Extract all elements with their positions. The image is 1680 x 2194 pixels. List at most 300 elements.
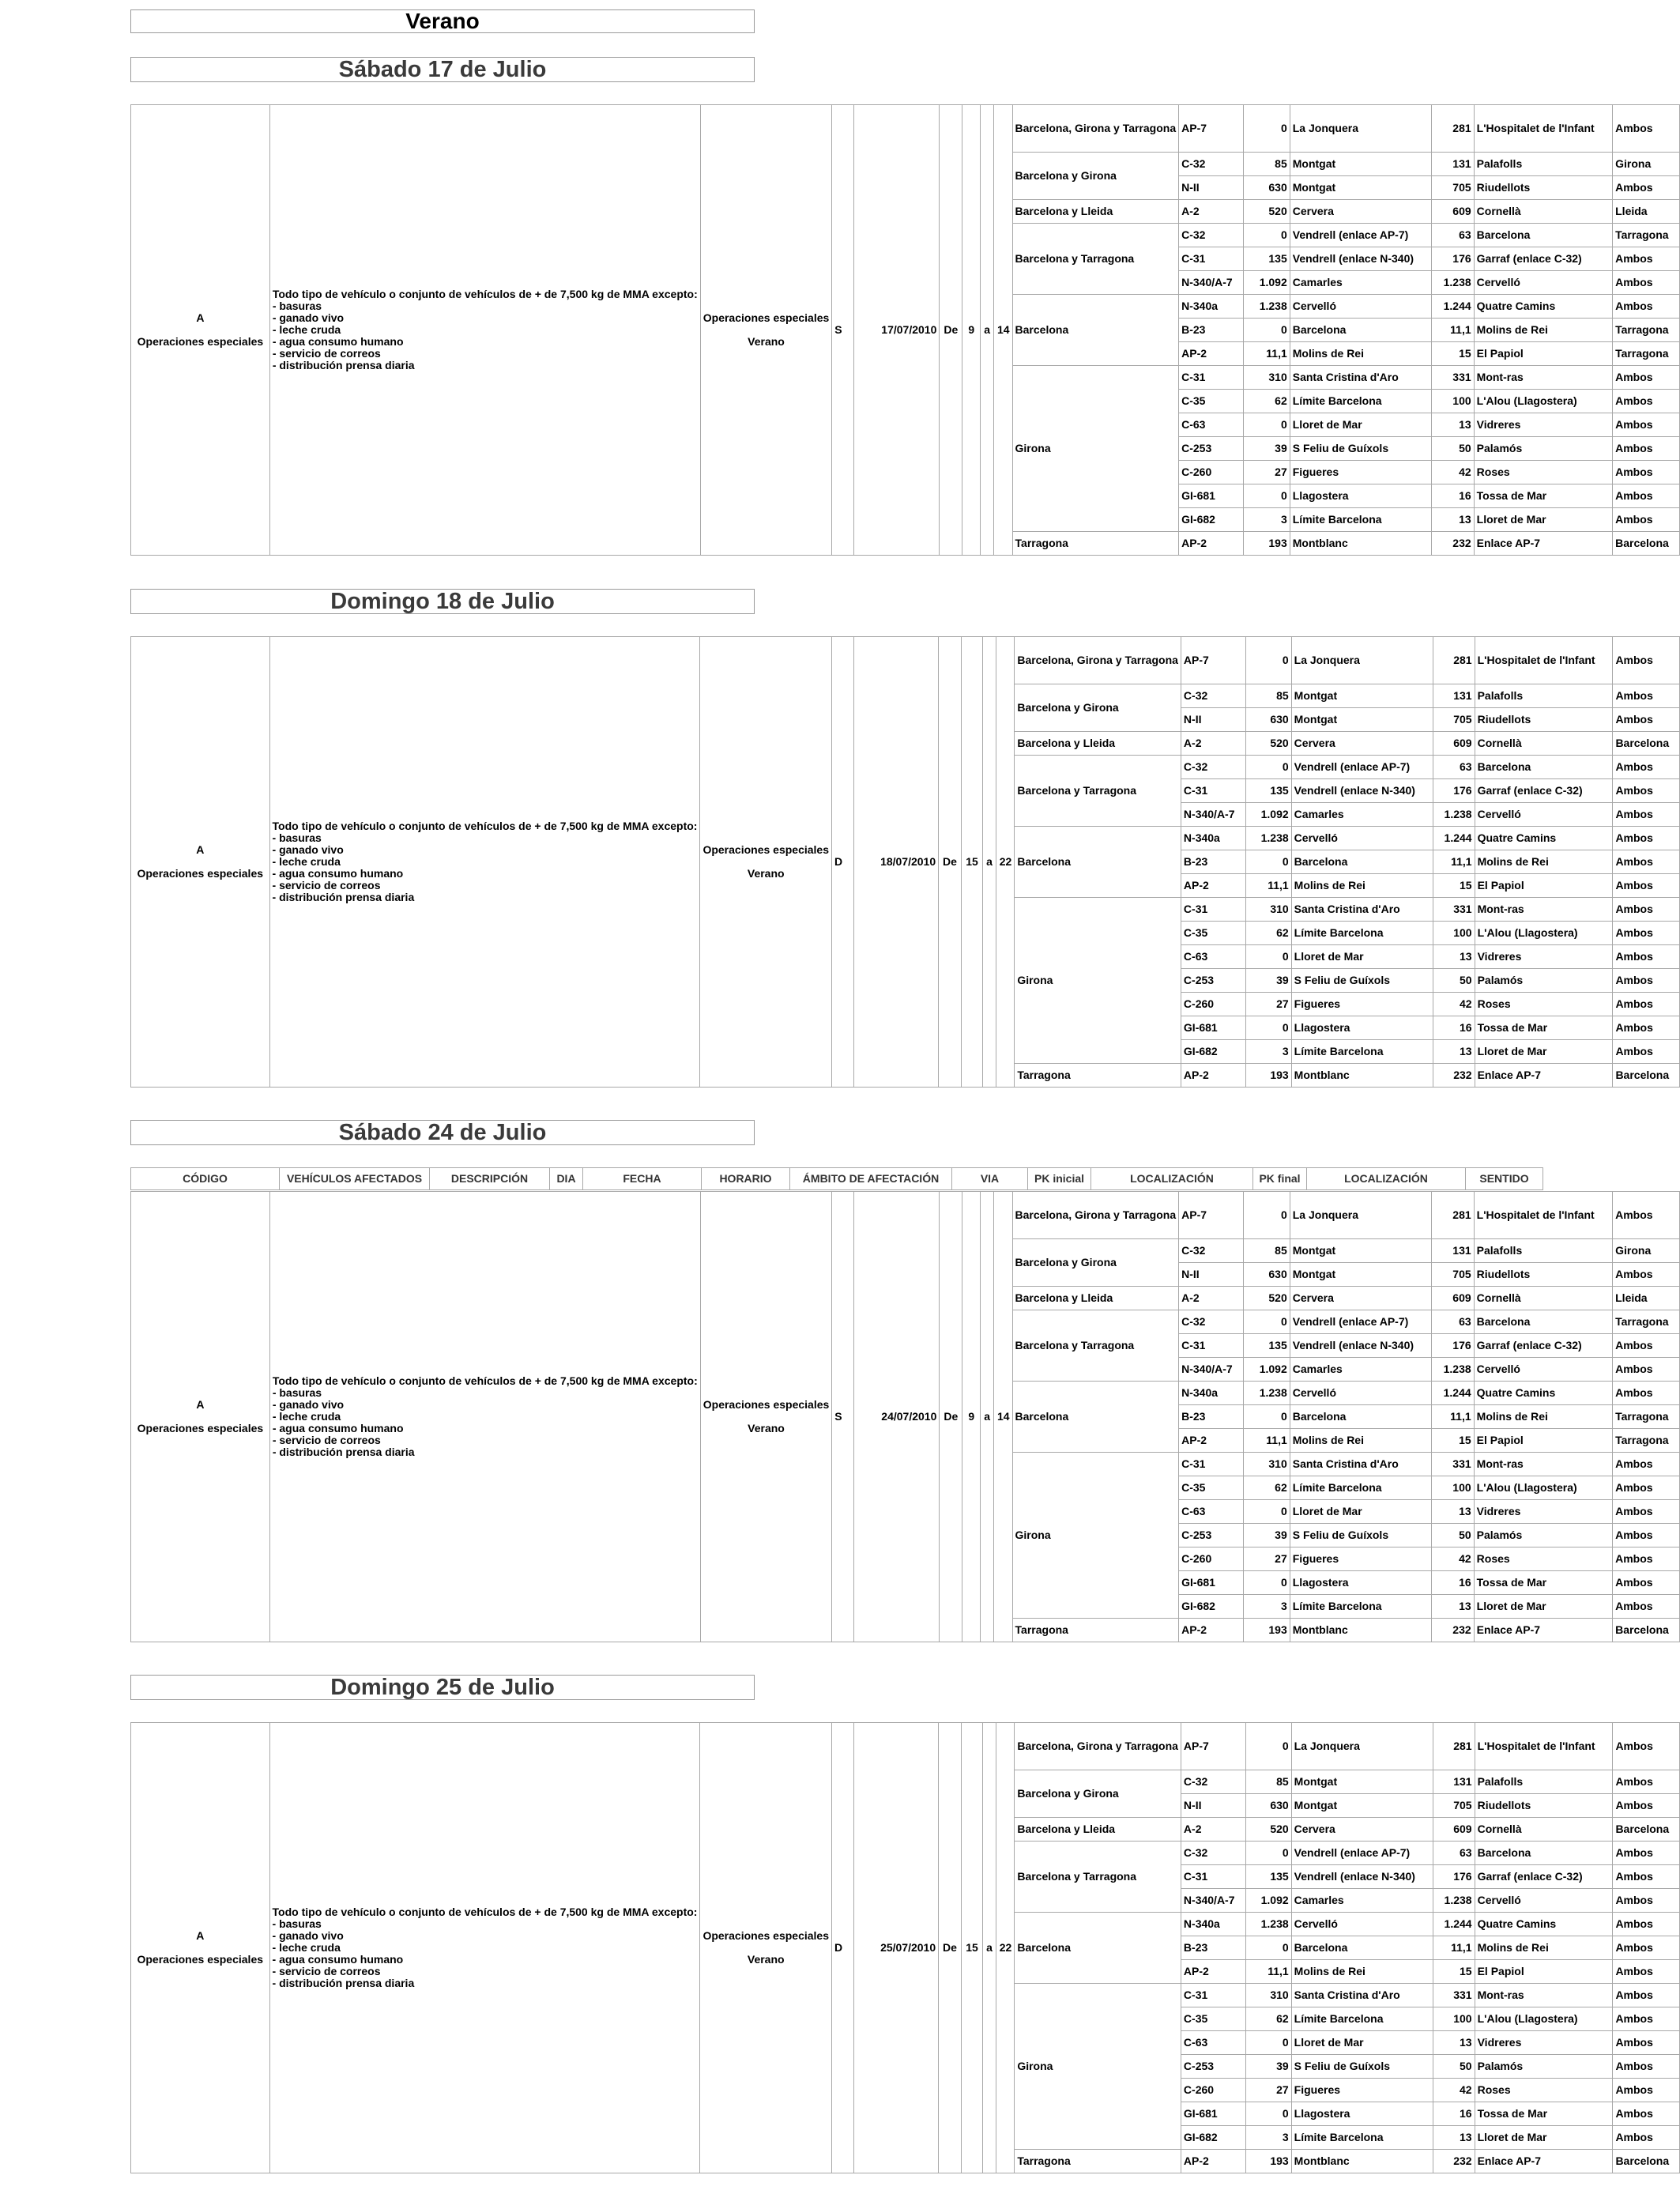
- direction-cell: Ambos: [1613, 1476, 1680, 1500]
- code-letter: A: [196, 1929, 205, 1942]
- location-start-cell: Lloret de Mar: [1291, 2031, 1433, 2055]
- via-cell: N-340/A-7: [1181, 803, 1245, 827]
- code-label: Operaciones especiales: [137, 1953, 264, 1966]
- direction-cell: Ambos: [1613, 1334, 1680, 1358]
- direction-cell: Barcelona: [1613, 732, 1680, 756]
- pk-start-cell: 85: [1245, 684, 1291, 708]
- pk-end-cell: 50: [1432, 437, 1474, 461]
- location-end-cell: Palafolls: [1474, 1239, 1612, 1263]
- pk-start-cell: 0: [1245, 2031, 1291, 2055]
- via-cell: AP-2: [1181, 1960, 1245, 1984]
- location-start-cell: Llagostera: [1290, 484, 1432, 508]
- pk-end-cell: 100: [1432, 1476, 1474, 1500]
- pk-end-cell: 13: [1432, 1500, 1474, 1524]
- area-cell: Barcelona y Tarragona: [1012, 1310, 1179, 1382]
- hour-from-label: De: [939, 1723, 962, 2173]
- code-letter: A: [196, 843, 205, 856]
- location-start-cell: Cervelló: [1290, 1382, 1432, 1405]
- location-start-cell: La Jonquera: [1290, 105, 1432, 153]
- pk-end-cell: 281: [1432, 105, 1474, 153]
- location-end-cell: Enlace AP-7: [1474, 532, 1612, 556]
- area-cell: Barcelona y Girona: [1012, 1239, 1179, 1287]
- location-start-cell: S Feliu de Guíxols: [1290, 1524, 1432, 1547]
- pk-start-cell: 39: [1244, 1524, 1290, 1547]
- pk-end-cell: 131: [1432, 153, 1474, 176]
- pk-end-cell: 50: [1433, 969, 1475, 993]
- location-end-cell: Palamós: [1474, 1524, 1612, 1547]
- via-cell: N-II: [1179, 176, 1244, 200]
- direction-cell: Ambos: [1613, 366, 1680, 390]
- direction-cell: Ambos: [1613, 2126, 1680, 2150]
- via-cell: GI-681: [1179, 1571, 1244, 1595]
- via-cell: B-23: [1179, 1405, 1244, 1429]
- pk-start-cell: 1.092: [1244, 271, 1290, 295]
- description-season: Verano: [748, 1422, 785, 1434]
- area-cell: Barcelona, Girona y Tarragona: [1015, 1723, 1181, 1770]
- direction-cell: Barcelona: [1613, 2150, 1680, 2173]
- code-letter: A: [196, 311, 205, 324]
- description-season: Verano: [748, 335, 785, 348]
- via-cell: C-35: [1179, 1476, 1244, 1500]
- description-line: Operaciones especiales: [703, 311, 830, 324]
- table-row: [131, 105, 1680, 153]
- area-cell: Barcelona y Tarragona: [1015, 1842, 1181, 1913]
- location-start-cell: Límite Barcelona: [1291, 1040, 1433, 1064]
- column-header: LOCALIZACIÓN: [1091, 1168, 1253, 1190]
- column-header: CÓDIGO: [131, 1168, 280, 1190]
- direction-cell: Tarragona: [1613, 319, 1680, 342]
- location-end-cell: Garraf (enlace C-32): [1475, 1865, 1613, 1889]
- via-cell: A-2: [1179, 1287, 1244, 1310]
- pk-start-cell: 1.238: [1245, 1913, 1291, 1936]
- via-cell: GI-682: [1181, 2126, 1245, 2150]
- pk-end-cell: 63: [1432, 1310, 1474, 1334]
- date-cell: 25/07/2010: [853, 1723, 939, 2173]
- direction-cell: Ambos: [1613, 437, 1680, 461]
- location-end-cell: Quatre Camins: [1475, 1913, 1613, 1936]
- location-start-cell: Cervelló: [1291, 827, 1433, 850]
- column-header: PK final: [1253, 1168, 1307, 1190]
- via-cell: C-35: [1181, 922, 1245, 945]
- via-cell: C-260: [1179, 461, 1244, 484]
- pk-start-cell: 0: [1245, 2102, 1291, 2126]
- location-end-cell: L'Alou (Llagostera): [1475, 2007, 1613, 2031]
- vehicles-cell: [269, 637, 700, 1088]
- section-title: Sábado 17 de Julio: [130, 57, 755, 82]
- location-start-cell: Vendrell (enlace N-340): [1291, 1865, 1433, 1889]
- location-end-cell: L'Hospitalet de l'Infant: [1475, 1723, 1613, 1770]
- area-cell: Barcelona y Girona: [1015, 1770, 1181, 1818]
- pk-start-cell: 62: [1244, 390, 1290, 413]
- pk-start-cell: 0: [1244, 1571, 1290, 1595]
- location-start-cell: Límite Barcelona: [1290, 508, 1432, 532]
- pk-end-cell: 232: [1432, 1619, 1474, 1642]
- pk-start-cell: 520: [1244, 1287, 1290, 1310]
- via-cell: C-32: [1179, 1310, 1244, 1334]
- via-cell: C-260: [1179, 1547, 1244, 1571]
- location-end-cell: Barcelona: [1475, 1842, 1613, 1865]
- location-end-cell: Quatre Camins: [1474, 1382, 1612, 1405]
- direction-cell: Ambos: [1613, 295, 1680, 319]
- via-cell: N-340a: [1179, 1382, 1244, 1405]
- vehicles-cell: [269, 1723, 700, 2173]
- location-start-cell: Cervera: [1291, 1818, 1433, 1842]
- pk-end-cell: 63: [1433, 756, 1475, 779]
- pk-start-cell: 0: [1244, 105, 1290, 153]
- pk-end-cell: 609: [1433, 732, 1475, 756]
- pk-start-cell: 1.092: [1245, 803, 1291, 827]
- date-cell: 24/07/2010: [853, 1192, 940, 1642]
- pk-end-cell: 1.238: [1432, 1358, 1474, 1382]
- pk-end-cell: 13: [1433, 945, 1475, 969]
- area-cell: Tarragona: [1012, 1619, 1179, 1642]
- location-start-cell: La Jonquera: [1291, 1723, 1433, 1770]
- via-cell: C-253: [1179, 437, 1244, 461]
- pk-start-cell: 62: [1245, 2007, 1291, 2031]
- section-table: [130, 104, 1680, 556]
- location-start-cell: S Feliu de Guíxols: [1291, 2055, 1433, 2079]
- direction-cell: Ambos: [1613, 850, 1680, 874]
- pk-end-cell: 15: [1432, 342, 1474, 366]
- direction-cell: Girona: [1613, 153, 1680, 176]
- pk-start-cell: 1.238: [1244, 295, 1290, 319]
- pk-end-cell: 15: [1433, 1960, 1475, 1984]
- pk-start-cell: 0: [1245, 637, 1291, 684]
- description-cell: [700, 1723, 832, 2173]
- pk-end-cell: 63: [1432, 224, 1474, 247]
- direction-cell: Ambos: [1613, 1547, 1680, 1571]
- pk-start-cell: 0: [1244, 1405, 1290, 1429]
- location-end-cell: Quatre Camins: [1475, 827, 1613, 850]
- via-cell: C-31: [1181, 1984, 1245, 2007]
- location-start-cell: Vendrell (enlace N-340): [1291, 779, 1433, 803]
- hour-from: 9: [962, 1192, 981, 1642]
- location-start-cell: Límite Barcelona: [1291, 2007, 1433, 2031]
- hour-to: 22: [996, 1723, 1015, 2173]
- via-cell: C-63: [1179, 413, 1244, 437]
- direction-cell: Ambos: [1613, 1984, 1680, 2007]
- vehicle-line: - servicio de correos: [272, 347, 381, 360]
- vehicles-cell: [269, 105, 700, 556]
- via-cell: N-340a: [1181, 827, 1245, 850]
- location-end-cell: Riudellots: [1475, 1794, 1613, 1818]
- pk-start-cell: 193: [1244, 1619, 1290, 1642]
- pk-start-cell: 193: [1244, 532, 1290, 556]
- pk-end-cell: 63: [1433, 1842, 1475, 1865]
- via-cell: N-340a: [1181, 1913, 1245, 1936]
- via-cell: C-32: [1181, 1770, 1245, 1794]
- location-start-cell: Molins de Rei: [1290, 342, 1432, 366]
- pk-start-cell: 27: [1245, 993, 1291, 1016]
- location-end-cell: Enlace AP-7: [1475, 1064, 1613, 1088]
- location-start-cell: Montblanc: [1291, 1064, 1433, 1088]
- code-cell: [131, 637, 270, 1088]
- pk-end-cell: 232: [1433, 1064, 1475, 1088]
- location-end-cell: Palafolls: [1475, 1770, 1613, 1794]
- via-cell: C-253: [1181, 969, 1245, 993]
- column-header: VIA: [952, 1168, 1028, 1190]
- pk-end-cell: 131: [1433, 684, 1475, 708]
- via-cell: AP-2: [1179, 1619, 1244, 1642]
- via-cell: GI-681: [1181, 2102, 1245, 2126]
- pk-end-cell: 16: [1432, 484, 1474, 508]
- location-end-cell: Quatre Camins: [1474, 295, 1612, 319]
- location-start-cell: Montgat: [1291, 1794, 1433, 1818]
- location-start-cell: Lloret de Mar: [1290, 1500, 1432, 1524]
- pk-start-cell: 135: [1245, 779, 1291, 803]
- pk-start-cell: 0: [1244, 484, 1290, 508]
- pk-start-cell: 630: [1245, 1794, 1291, 1818]
- pk-start-cell: 39: [1245, 969, 1291, 993]
- location-start-cell: Cervelló: [1290, 295, 1432, 319]
- pk-start-cell: 0: [1245, 850, 1291, 874]
- location-start-cell: Molins de Rei: [1291, 1960, 1433, 1984]
- section-table: [130, 636, 1680, 1088]
- pk-start-cell: 0: [1245, 945, 1291, 969]
- location-end-cell: Roses: [1474, 1547, 1612, 1571]
- pk-end-cell: 176: [1432, 247, 1474, 271]
- direction-cell: Ambos: [1613, 969, 1680, 993]
- location-start-cell: Barcelona: [1291, 1936, 1433, 1960]
- column-header: FECHA: [583, 1168, 702, 1190]
- via-cell: GI-681: [1181, 1016, 1245, 1040]
- column-header: LOCALIZACIÓN: [1307, 1168, 1466, 1190]
- pk-start-cell: 135: [1244, 1334, 1290, 1358]
- pk-start-cell: 193: [1245, 1064, 1291, 1088]
- pk-end-cell: 705: [1433, 708, 1475, 732]
- location-end-cell: Vidreres: [1474, 1500, 1612, 1524]
- pk-start-cell: 27: [1244, 1547, 1290, 1571]
- pk-end-cell: 331: [1432, 366, 1474, 390]
- pk-start-cell: 193: [1245, 2150, 1291, 2173]
- pk-start-cell: 135: [1245, 1865, 1291, 1889]
- via-cell: N-II: [1181, 1794, 1245, 1818]
- via-cell: GI-682: [1181, 1040, 1245, 1064]
- area-cell: Barcelona: [1015, 827, 1181, 898]
- location-end-cell: L'Alou (Llagostera): [1474, 390, 1612, 413]
- table-row: [131, 1723, 1680, 1770]
- location-start-cell: La Jonquera: [1291, 637, 1433, 684]
- direction-cell: Ambos: [1613, 708, 1680, 732]
- direction-cell: Ambos: [1613, 779, 1680, 803]
- location-end-cell: El Papiol: [1475, 1960, 1613, 1984]
- location-start-cell: Barcelona: [1290, 1405, 1432, 1429]
- pk-end-cell: 705: [1433, 1794, 1475, 1818]
- direction-cell: Tarragona: [1613, 1310, 1680, 1334]
- location-start-cell: Figueres: [1290, 1547, 1432, 1571]
- vehicle-line: - ganado vivo: [272, 843, 344, 856]
- location-start-cell: Camarles: [1290, 271, 1432, 295]
- via-cell: C-31: [1181, 898, 1245, 922]
- code-cell: [131, 1192, 270, 1642]
- location-start-cell: Límite Barcelona: [1290, 1476, 1432, 1500]
- code-label: Operaciones especiales: [137, 1422, 264, 1434]
- via-cell: N-340a: [1179, 295, 1244, 319]
- location-end-cell: Garraf (enlace C-32): [1474, 1334, 1612, 1358]
- pk-start-cell: 11,1: [1245, 1960, 1291, 1984]
- direction-cell: Ambos: [1613, 1936, 1680, 1960]
- direction-cell: Ambos: [1613, 390, 1680, 413]
- vehicle-line: Todo tipo de vehículo o conjunto de vehículos de + de 7,500 kg de MMA excepto:: [272, 1374, 698, 1387]
- description-cell: [700, 637, 832, 1088]
- pk-end-cell: 50: [1432, 1524, 1474, 1547]
- section-table: [130, 1722, 1680, 2173]
- location-start-cell: Montgat: [1291, 1770, 1433, 1794]
- pk-end-cell: 1.238: [1432, 271, 1474, 295]
- pk-end-cell: 1.244: [1432, 295, 1474, 319]
- location-start-cell: S Feliu de Guíxols: [1290, 437, 1432, 461]
- location-start-cell: Cervelló: [1291, 1913, 1433, 1936]
- location-end-cell: Cornellà: [1475, 1818, 1613, 1842]
- location-end-cell: Molins de Rei: [1475, 850, 1613, 874]
- direction-cell: Ambos: [1613, 413, 1680, 437]
- location-end-cell: El Papiol: [1474, 1429, 1612, 1453]
- pk-start-cell: 39: [1245, 2055, 1291, 2079]
- location-end-cell: L'Hospitalet de l'Infant: [1474, 1192, 1612, 1239]
- direction-cell: Ambos: [1613, 898, 1680, 922]
- location-end-cell: Cornellà: [1475, 732, 1613, 756]
- via-cell: N-340/A-7: [1179, 271, 1244, 295]
- vehicle-line: - distribución prensa diaria: [272, 1446, 415, 1458]
- pk-start-cell: 1.238: [1244, 1382, 1290, 1405]
- location-end-cell: L'Hospitalet de l'Infant: [1475, 637, 1613, 684]
- pk-end-cell: 13: [1432, 508, 1474, 532]
- pk-end-cell: 16: [1432, 1571, 1474, 1595]
- via-cell: C-31: [1179, 1334, 1244, 1358]
- code-cell: [131, 1723, 270, 2173]
- pk-start-cell: 0: [1244, 319, 1290, 342]
- via-cell: B-23: [1179, 319, 1244, 342]
- pk-end-cell: 42: [1433, 2079, 1475, 2102]
- day-cell: D: [832, 1723, 854, 2173]
- pk-end-cell: 1.238: [1433, 1889, 1475, 1913]
- location-start-cell: Figueres: [1291, 993, 1433, 1016]
- vehicle-line: - ganado vivo: [272, 1929, 344, 1942]
- via-cell: C-31: [1179, 247, 1244, 271]
- pk-start-cell: 0: [1245, 756, 1291, 779]
- direction-cell: Ambos: [1613, 1192, 1680, 1239]
- via-cell: AP-7: [1179, 1192, 1244, 1239]
- pk-start-cell: 520: [1245, 732, 1291, 756]
- location-start-cell: Montgat: [1291, 684, 1433, 708]
- direction-cell: Ambos: [1613, 2007, 1680, 2031]
- direction-cell: Ambos: [1613, 2055, 1680, 2079]
- location-start-cell: Vendrell (enlace N-340): [1290, 247, 1432, 271]
- pk-start-cell: 1.092: [1244, 1358, 1290, 1382]
- direction-cell: Ambos: [1613, 874, 1680, 898]
- pk-start-cell: 630: [1244, 1263, 1290, 1287]
- via-cell: C-260: [1181, 2079, 1245, 2102]
- pk-end-cell: 281: [1433, 637, 1475, 684]
- location-end-cell: Lloret de Mar: [1475, 2126, 1613, 2150]
- pk-start-cell: 11,1: [1245, 874, 1291, 898]
- direction-cell: Ambos: [1613, 461, 1680, 484]
- direction-cell: Ambos: [1613, 756, 1680, 779]
- description-season: Verano: [747, 1953, 785, 1966]
- vehicle-line: - leche cruda: [272, 855, 341, 868]
- pk-end-cell: 609: [1432, 1287, 1474, 1310]
- via-cell: C-31: [1179, 1453, 1244, 1476]
- location-start-cell: Vendrell (enlace AP-7): [1290, 1310, 1432, 1334]
- direction-cell: Ambos: [1613, 922, 1680, 945]
- hour-to-label: a: [981, 105, 994, 556]
- direction-cell: Tarragona: [1613, 1405, 1680, 1429]
- direction-cell: Ambos: [1613, 271, 1680, 295]
- location-start-cell: Límite Barcelona: [1291, 2126, 1433, 2150]
- via-cell: C-32: [1179, 1239, 1244, 1263]
- pk-start-cell: 85: [1244, 153, 1290, 176]
- pk-end-cell: 281: [1433, 1723, 1475, 1770]
- direction-cell: Tarragona: [1613, 342, 1680, 366]
- hour-from-label: De: [940, 1192, 962, 1642]
- location-start-cell: Llagostera: [1290, 1571, 1432, 1595]
- area-cell: Tarragona: [1015, 1064, 1181, 1088]
- vehicle-line: Todo tipo de vehículo o conjunto de vehículos de + de 7,500 kg de MMA excepto:: [272, 820, 698, 832]
- location-end-cell: Roses: [1475, 993, 1613, 1016]
- via-cell: C-253: [1179, 1524, 1244, 1547]
- vehicle-line: - servicio de correos: [272, 879, 381, 892]
- pk-end-cell: 50: [1433, 2055, 1475, 2079]
- direction-cell: Girona: [1613, 1239, 1680, 1263]
- description-cell: [700, 105, 832, 556]
- pk-end-cell: 13: [1432, 1595, 1474, 1619]
- pk-start-cell: 310: [1244, 366, 1290, 390]
- column-header: DESCRIPCIÓN: [430, 1168, 550, 1190]
- pk-end-cell: 42: [1432, 1547, 1474, 1571]
- location-end-cell: Palamós: [1475, 969, 1613, 993]
- via-cell: C-31: [1179, 366, 1244, 390]
- direction-cell: Barcelona: [1613, 1064, 1680, 1088]
- via-cell: C-63: [1181, 2031, 1245, 2055]
- pk-end-cell: 331: [1433, 898, 1475, 922]
- location-start-cell: Vendrell (enlace N-340): [1290, 1334, 1432, 1358]
- location-end-cell: Mont-ras: [1475, 898, 1613, 922]
- pk-start-cell: 27: [1244, 461, 1290, 484]
- location-end-cell: Cervelló: [1475, 1889, 1613, 1913]
- location-end-cell: Tossa de Mar: [1475, 2102, 1613, 2126]
- code-label: Operaciones especiales: [137, 335, 264, 348]
- hour-from-label: De: [939, 637, 962, 1088]
- section-title: Domingo 18 de Julio: [130, 589, 755, 614]
- location-end-cell: Enlace AP-7: [1474, 1619, 1612, 1642]
- via-cell: AP-7: [1181, 637, 1245, 684]
- pk-start-cell: 1.092: [1245, 1889, 1291, 1913]
- vehicle-line: - servicio de correos: [272, 1434, 381, 1446]
- location-end-cell: Riudellots: [1474, 176, 1612, 200]
- location-end-cell: Lloret de Mar: [1475, 1040, 1613, 1064]
- pk-end-cell: 11,1: [1432, 1405, 1474, 1429]
- pk-end-cell: 232: [1432, 532, 1474, 556]
- location-end-cell: Molins de Rei: [1474, 1405, 1612, 1429]
- via-cell: C-31: [1181, 779, 1245, 803]
- location-start-cell: Santa Cristina d'Aro: [1290, 366, 1432, 390]
- date-cell: 18/07/2010: [853, 637, 939, 1088]
- pk-start-cell: 3: [1244, 508, 1290, 532]
- pk-start-cell: 0: [1244, 1192, 1290, 1239]
- description-line: Operaciones especiales: [703, 1398, 830, 1411]
- via-cell: B-23: [1181, 850, 1245, 874]
- location-end-cell: Tossa de Mar: [1474, 484, 1612, 508]
- column-header: DIA: [550, 1168, 583, 1190]
- direction-cell: Ambos: [1613, 1595, 1680, 1619]
- document-title: Verano: [130, 9, 755, 33]
- description-cell: [700, 1192, 832, 1642]
- direction-cell: Ambos: [1613, 1842, 1680, 1865]
- pk-start-cell: 3: [1245, 1040, 1291, 1064]
- location-end-cell: Cervelló: [1475, 803, 1613, 827]
- hour-to-label: a: [983, 1723, 996, 2173]
- direction-cell: Ambos: [1613, 1263, 1680, 1287]
